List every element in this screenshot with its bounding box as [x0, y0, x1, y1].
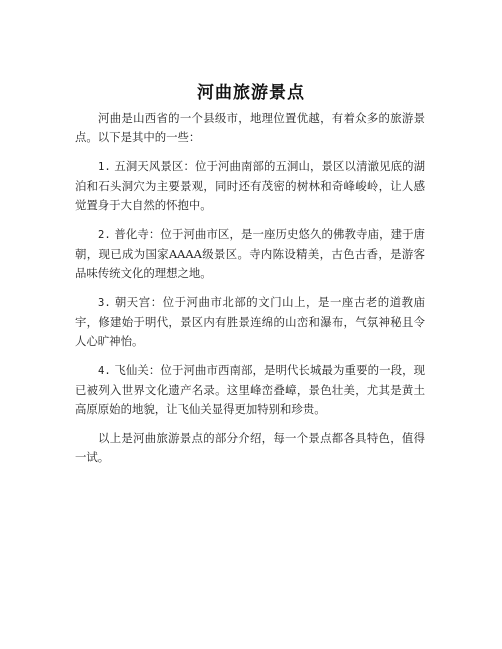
list-item-text: 飞仙关：位于河曲市西南部，是明代长城最为重要的一段，现已被列入世界文化遗产名录。这里峰峦叠嶂，景色壮美，尤其是黄土高原原始的地貌，让飞仙关显得更加特别和珍贵。: [75, 363, 425, 416]
list-item-number: 1.: [98, 161, 111, 173]
list-item-text: 朝天宫：位于河曲市北部的文门山上，是一座古老的道教庙宇，修建始于明代，景区内有胜景连绵的山峦和瀑布，气氛神秘且令人心旷神怡。: [75, 295, 425, 348]
intro-paragraph: 河曲是山西省的一个县级市，地理位置优越，有着众多的旅游景点。以下是其中的一些：: [75, 111, 425, 144]
list-item-3: [75, 293, 425, 351]
list-item-text: 普化寺：位于河曲市区，是一座历史悠久的佛教寺庙，建于唐朝，现已成为国家AAAA级景区。寺内陈设精美，古色古香，是游客品味传统文化的理想之地。: [75, 227, 425, 280]
list-item-1: [75, 157, 425, 215]
list-item-number: 4.: [98, 365, 111, 377]
document-body: [75, 109, 425, 477]
list-item-number: 2.: [98, 229, 111, 241]
list-item-text: 五洞天风景区：位于河曲南部的五洞山，景区以清澈见底的湖泊和石头洞穴为主要景观，同时还有茂密的树林和奇峰峻岭，让人感觉置身于大自然的怀抱中。: [75, 159, 425, 212]
list-item-4: [75, 361, 425, 419]
list-item-2: [75, 225, 425, 283]
document-title: 河曲旅游景点: [197, 83, 305, 103]
conclusion-paragraph: 以上是河曲旅游景点的部分介绍，每一个景点都各具特色，值得一试。: [75, 431, 425, 464]
list-item-number: 3.: [98, 297, 111, 309]
